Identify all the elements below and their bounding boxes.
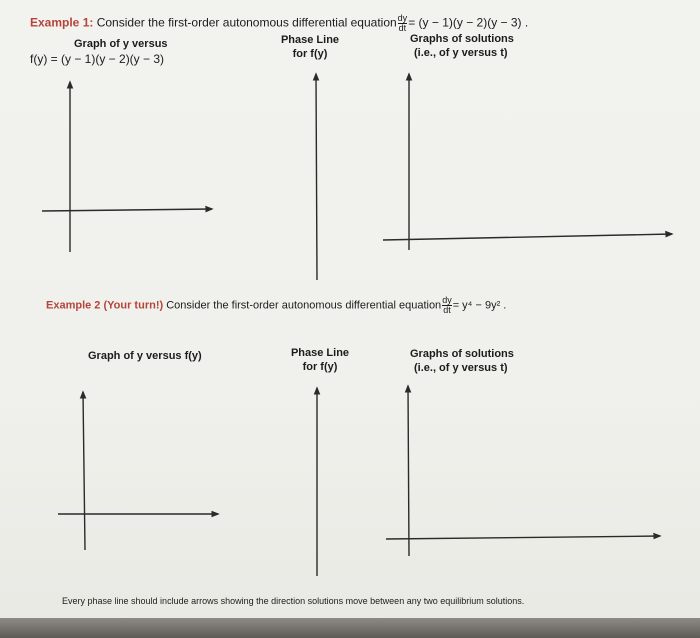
footer-note: Every phase line should include arrows showing the direction solutions move between any two equilibrium solutions. [62, 596, 525, 606]
ex2-solutions-vertical-axis [408, 386, 409, 556]
ex1-solutions-horizontal-axis [383, 234, 672, 240]
example1-col2-title: Phase Line [280, 34, 340, 46]
example1-col3-title: Graphs of solutions [410, 33, 514, 45]
example2-heading: Example 2 (Your turn!) [46, 299, 164, 312]
example2-col3-sub: (i.e., of y versus t) [414, 362, 508, 374]
ex1-graph-horizontal-axis [42, 209, 212, 211]
example1-heading: Example 1: [30, 15, 94, 30]
example2-col1-title: Graph of y versus f(y) [88, 350, 202, 362]
example1-col2-sub: for f(y) [292, 48, 328, 60]
example1-derivative: $\frac{dy}{dt}$ [397, 13, 408, 33]
example2-rhs: = y⁴ − 9y² . [452, 299, 507, 312]
example2-text: Consider the first-order autonomous differential equation [166, 299, 442, 312]
example1-col1-title: Graph of y versus [74, 38, 168, 50]
desk-edge [0, 618, 700, 638]
example2-derivative: $\frac{dy}{dt}$ [442, 295, 452, 315]
example1-col1-formula: f(y) = (y − 1)(y − 2)(y − 3) [30, 52, 165, 66]
example1-rhs: = (y − 1)(y − 2)(y − 3) . [408, 15, 529, 30]
example2-col2-sub: for f(y) [302, 361, 338, 373]
example1-text: Consider the first-order autonomous differential equation [96, 15, 397, 30]
example2-col3-title: Graphs of solutions [410, 348, 514, 360]
ex2-graph-vertical-axis [83, 392, 85, 550]
example2-col2-title: Phase Line [290, 347, 350, 359]
example1-col3-sub: (i.e., of y versus t) [414, 47, 508, 59]
ex1-phase-line [316, 74, 317, 280]
ex2-solutions-horizontal-axis [386, 536, 660, 539]
